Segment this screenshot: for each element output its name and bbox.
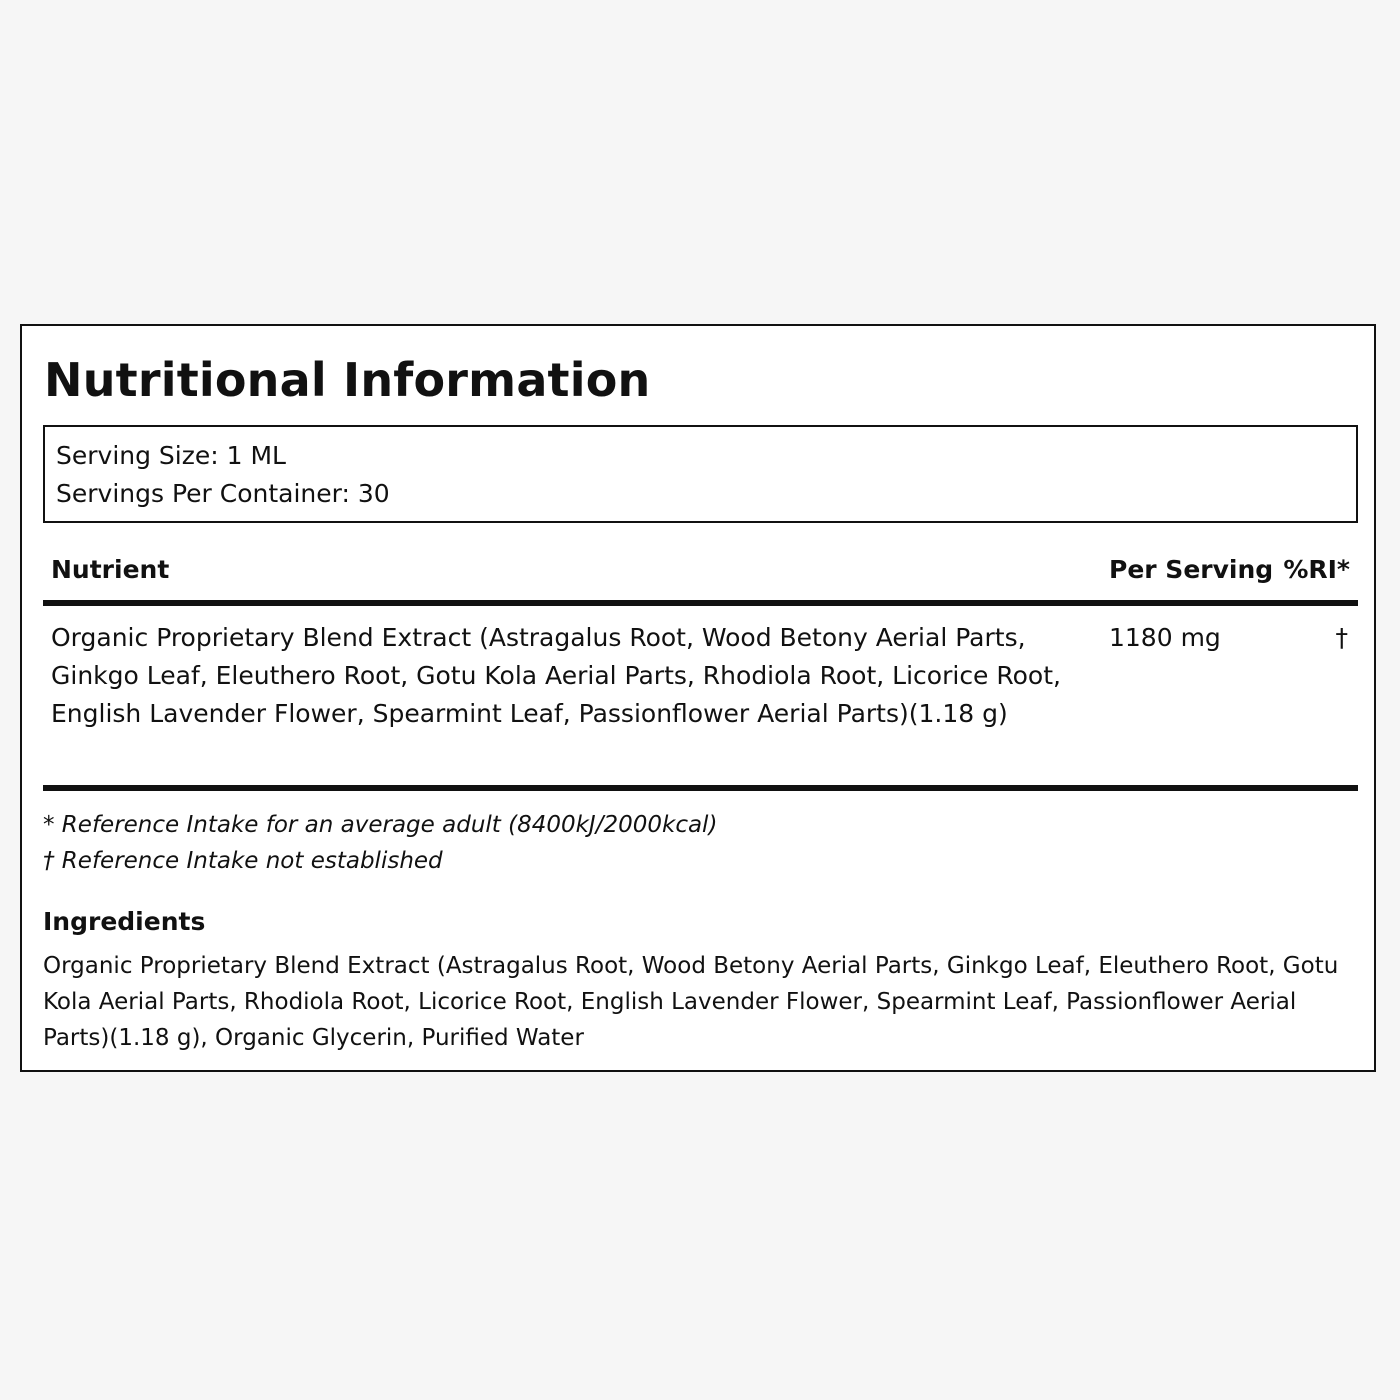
table-row xyxy=(43,606,1358,791)
serving-size: Serving Size: 1 ML xyxy=(56,441,286,470)
nutrient-ri: † xyxy=(1335,623,1348,652)
nutrient-per-serving: 1180 mg xyxy=(1109,623,1221,652)
footnote-not-established: † Reference Intake not established xyxy=(43,848,443,874)
header-ri: %RI* xyxy=(1283,555,1350,584)
header-nutrient: Nutrient xyxy=(51,555,170,584)
panel-title: Nutritional Information xyxy=(44,353,651,407)
ingredients-text: Organic Proprietary Blend Extract (Astragalus Root, Wood Betony Aerial Parts, Ginkgo Leaf, Eleuthero Root, Gotu Kola Aerial Parts, Rhodiola Root, Licorice Root, English Lavender Flower, Spearmint Leaf, Passionflower Aerial Parts)(1.18 g), Organic Glycerin, Purified Water xyxy=(43,953,1339,1051)
ingredients-heading: Ingredients xyxy=(43,907,206,936)
serving-info-box xyxy=(43,425,1358,523)
header-per-serving: Per Serving xyxy=(1109,555,1274,584)
nutrition-panel xyxy=(20,324,1376,1072)
footnote-reference-intake: * Reference Intake for an average adult (8400kJ/2000kcal) xyxy=(43,812,718,838)
table-header xyxy=(43,548,1358,606)
nutrient-name: Organic Proprietary Blend Extract (Astragalus Root, Wood Betony Aerial Parts, Ginkgo Leaf, Eleuthero Root, Gotu Kola Aerial Parts, Rhodiola Root, Licorice Root, English Lavender Flower, Spearmint Leaf, Passionflower Aerial Parts)(1.18 g) xyxy=(51,623,1061,728)
footnotes xyxy=(43,807,1353,879)
servings-per-container: Servings Per Container: 30 xyxy=(56,479,390,508)
